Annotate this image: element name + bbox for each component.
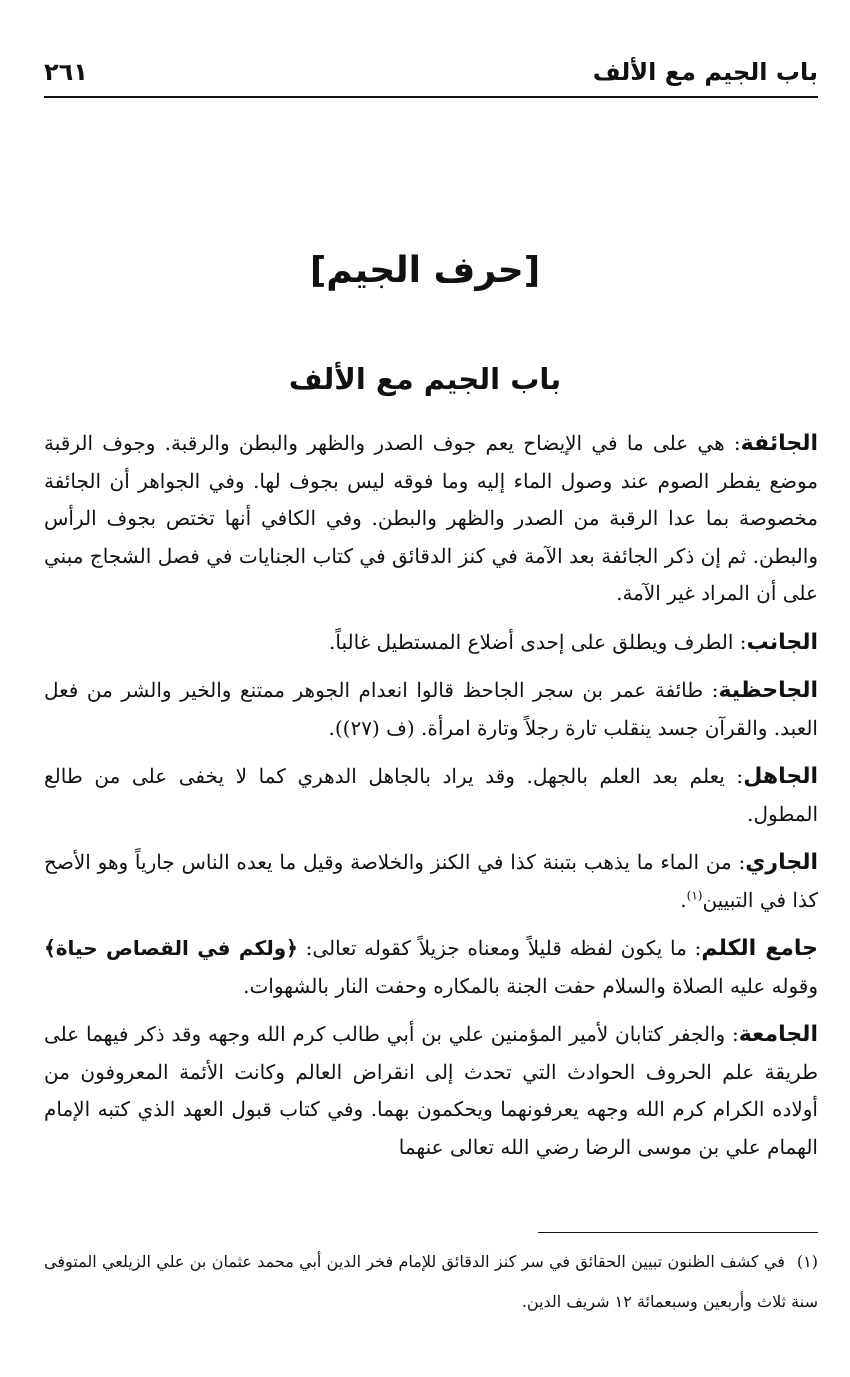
entry-definition-end: . xyxy=(680,887,687,912)
dictionary-entries xyxy=(44,425,818,1177)
footnotes xyxy=(44,1242,818,1322)
entry-jari xyxy=(44,844,818,919)
entry-jahiziyya xyxy=(44,672,818,747)
entry-janib xyxy=(44,624,818,662)
entry-definition-end: وقوله عليه الصلاة والسلام حفت الجنة بالمكاره وحفت النار بالشهوات. xyxy=(243,973,818,998)
footnote-divider xyxy=(538,1232,818,1233)
entry-term: الجاحظية xyxy=(718,678,818,703)
entry-jami-al-kalim xyxy=(44,930,818,1005)
entry-definition: : ما يكون لفظه قليلاً ومعناه جزيلاً كقوله تعالى: xyxy=(297,936,702,960)
running-title: باب الجيم مع الألف xyxy=(592,58,818,86)
entry-term: الجامعة xyxy=(738,1022,818,1047)
page-number: ٢٦١ xyxy=(44,58,88,86)
entry-definition: : والجفر كتابان لأمير المؤمنين علي بن أبي طالب كرم الله وجهه وقد ذكر فيهما على طريقة علم الحروف الحوادث التي تحدث إلى انقراض العالم وكانت الأئمة المعروفون من أولاده الكرام كرم الله وجهه يعرفونهما ويحكمون بهما. وفي كتاب قبول العهد الذي كتبه الإمام الهمام علي بن موسى الرضا رضي الله تعالى عنهما xyxy=(44,1022,818,1159)
footnote-marker: (١) xyxy=(796,1252,818,1271)
entry-jaifa xyxy=(44,425,818,613)
entry-term: الجانب xyxy=(746,629,818,655)
footnote-text: في كشف الظنون تبيين الحقائق في سر كنز الدقائق للإمام فخر الدين أبي محمد عثمان بن علي الزيلعي المتوفى سنة ثلاث وأربعين وسبعمائة ١٢ شريف الدين. xyxy=(44,1252,818,1311)
entry-term: جامع الكلم xyxy=(701,936,818,961)
entry-term: الجائفة xyxy=(740,431,818,456)
footnote-reference[interactable]: (١) xyxy=(686,887,703,902)
quran-quote: ﴿ولكم في القصاص حياة﴾ xyxy=(44,936,298,960)
running-header xyxy=(44,52,818,98)
entry-definition: : طائفة عمر بن سجر الجاحظ قالوا انعدام الجوهر ممتنع والخير والشر من فعل العبد. والقرآن جسد ينقلب تارة رجلاً وتارة امرأة. (ف (٢٧)). xyxy=(44,678,818,740)
entry-definition: : من الماء ما يذهب بتبنة كذا في الكنز والخلاصة وقيل ما يعده الناس جارياً وهو الأصح كذا في التبيين xyxy=(44,850,818,912)
entry-jamia xyxy=(44,1016,818,1166)
entry-definition: : يعلم بعد العلم بالجهل. وقد يراد بالجاهل الدهري كما لا يخفى على من طالع المطول. xyxy=(44,764,818,826)
entry-term: الجاهل xyxy=(743,764,818,789)
entry-jahil xyxy=(44,758,818,833)
entry-definition: : هي على ما في الإيضاح يعم جوف الصدر والظهر والبطن والرقبة. وجوف الرقبة موضع يفطر الصوم عند وصول الماء إليه وما فوقه ليس بجوف لها. وفي الجواهر أن الجائفة مخصوصة بما عدا الرقبة من الصدر والظهر والبطن. وفي الكافي أنها تختص بجوف الرأس والبطن. ثم إن ذكر الجائفة بعد الآمة في كنز الدقائق في كتاب الجنايات في فصل الشجاج مبني على أن المراد غير الآمة. xyxy=(44,431,818,605)
section-title: باب الجيم مع الألف xyxy=(288,362,562,396)
entry-term: الجاري xyxy=(745,850,818,875)
chapter-title: [حرف الجيم] xyxy=(309,250,541,291)
entry-definition: : الطرف ويطلق على إحدى أضلاع المستطيل غالباً. xyxy=(329,629,747,654)
footnote-item xyxy=(44,1242,818,1322)
